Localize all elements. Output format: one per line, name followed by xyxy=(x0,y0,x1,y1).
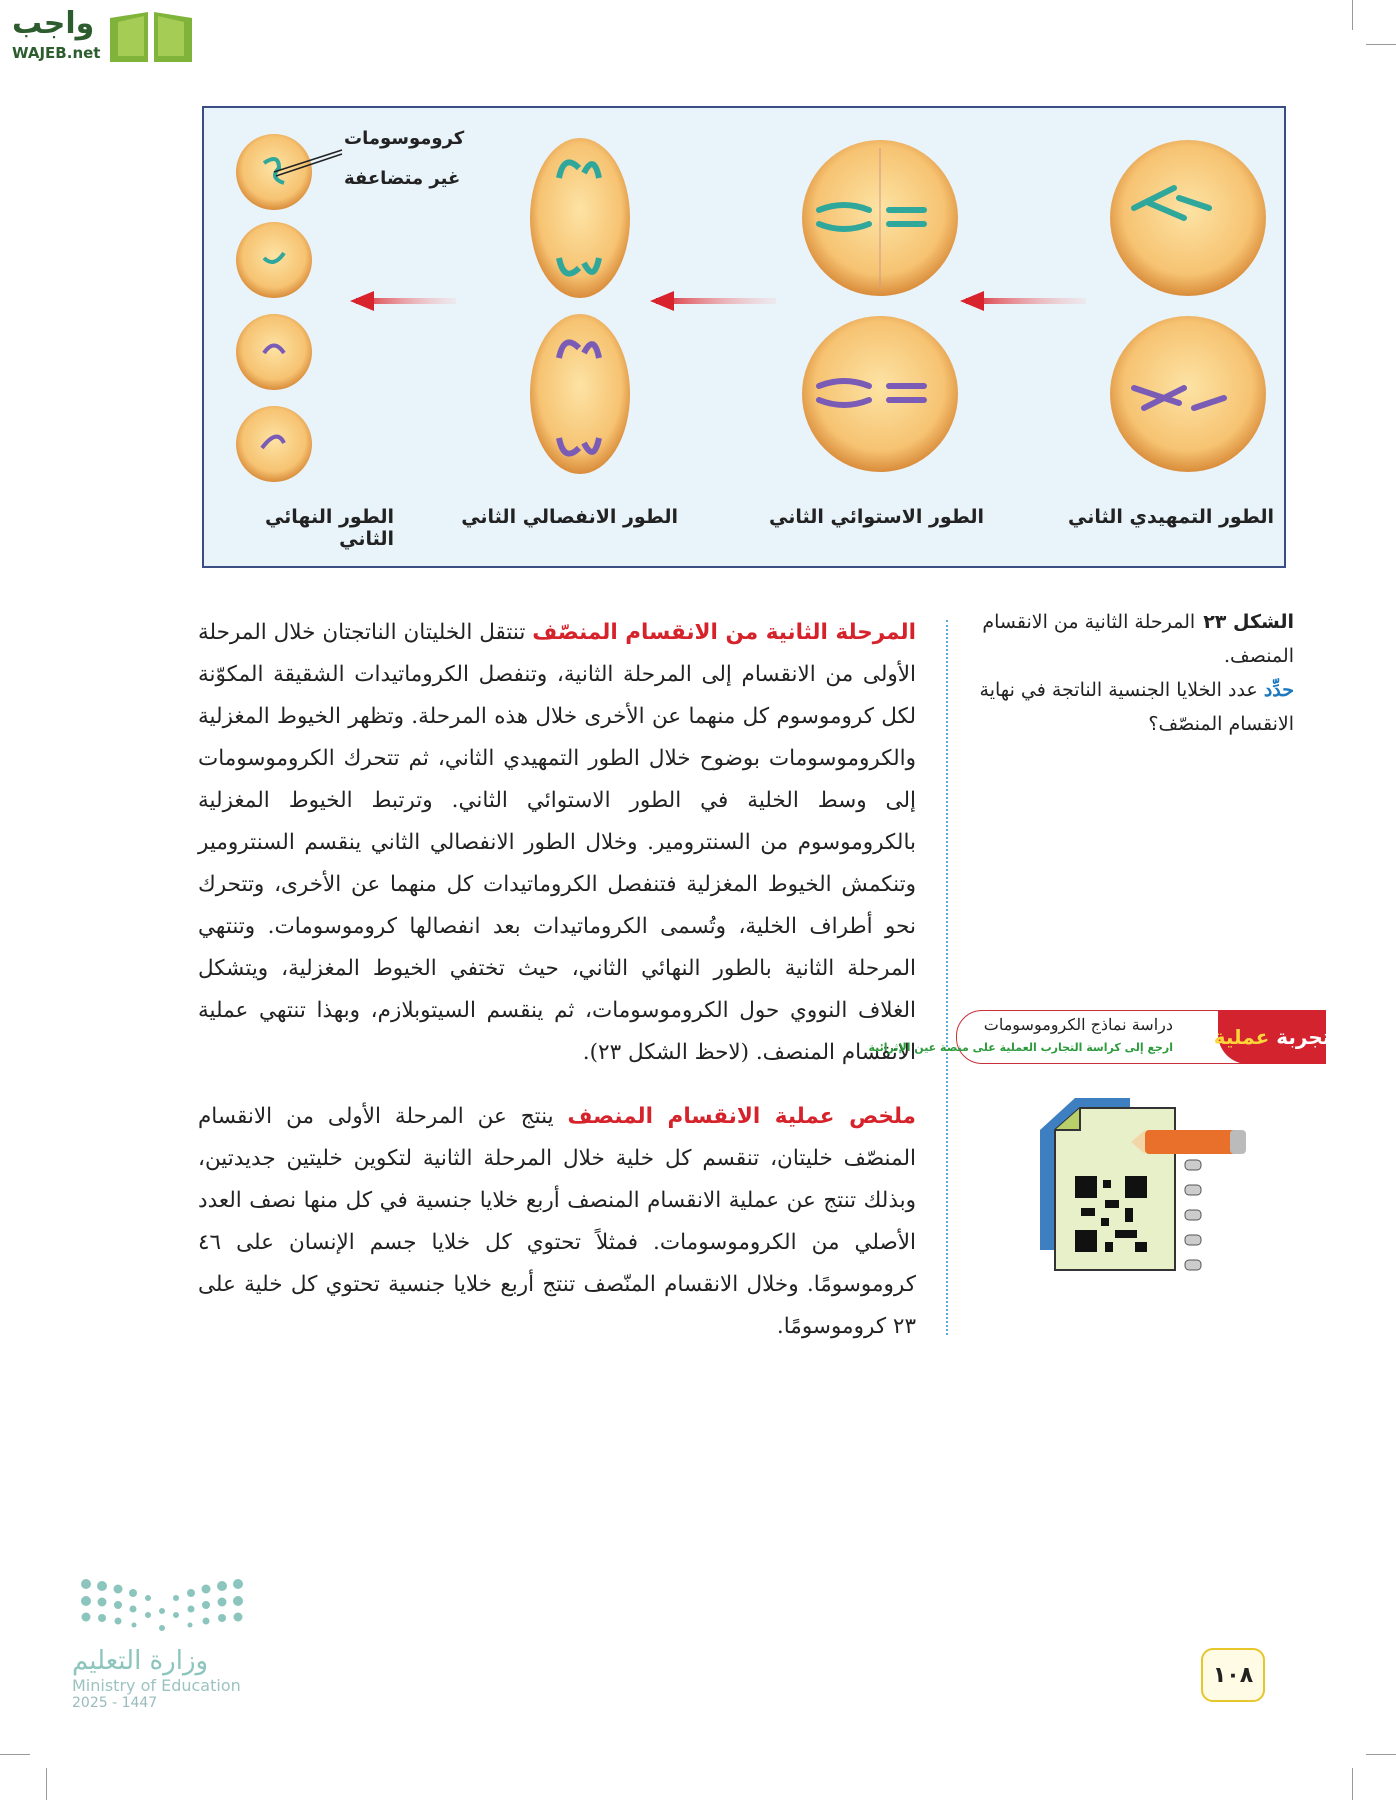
paragraph-text: ينتج عن المرحلة الأولى من الانقسام المنصّف خليتان، تنقسم كل خلية خلال المرحلة الثانية لتكوين خليتين جديدتين، وبذلك تنتج عن عملية الانقسام المنصف أربع خلايا جنسية في كل منها نصف العدد الأصلي من الكروموسومات. فمثلاً تحتوي كل خلايا جسم الإنسان على ٤٦ كروموسومًا. وخلال الانقسام المنّصف تنتج أربع خلايا جنسية تحتوي كل خلية على ٢٣ كروموسومًا. xyxy=(198,1104,916,1339)
telophase-cells xyxy=(236,134,342,482)
stage-label-anaphase: الطور الانفصالي الثاني xyxy=(461,506,678,528)
metaphase-cells xyxy=(802,140,958,472)
callout-unreplicated: غير متضاعفة xyxy=(344,168,461,189)
crop-mark xyxy=(1352,1768,1353,1800)
column-divider xyxy=(946,620,948,1335)
crop-mark xyxy=(1366,1754,1396,1755)
paragraph-summary xyxy=(198,1096,916,1348)
qr-code-notebook[interactable] xyxy=(1035,1090,1255,1280)
figure-caption xyxy=(976,605,1294,741)
logo-text: واجب xyxy=(12,6,95,41)
ministry-arabic: وزارة التعليم xyxy=(72,1646,209,1676)
main-text xyxy=(198,612,916,1370)
lab-tag-white: تجربة xyxy=(1276,1025,1331,1049)
ministry-logo xyxy=(72,1578,252,1711)
wajeb-logo xyxy=(8,4,193,66)
stage-label-metaphase: الطور الاستوائي الثاني xyxy=(768,506,984,528)
caption-label: الشكل ٢٣ xyxy=(1203,611,1294,633)
caption-title: المرحلة الثانية من الانقسام المنصف. xyxy=(982,611,1294,667)
ministry-english: Ministry of Education xyxy=(72,1676,241,1695)
crop-mark xyxy=(46,1768,47,1800)
lab-tag-yellow: عملية xyxy=(1213,1025,1270,1049)
crop-mark xyxy=(1352,0,1353,30)
page-number: ١٠٨ xyxy=(1201,1648,1265,1702)
ministry-dots-icon xyxy=(78,1578,248,1633)
stage-label-prophase: الطور التمهيدي الثاني xyxy=(1068,506,1274,528)
section-heading: المرحلة الثانية من الانقسام المنصّف xyxy=(532,620,916,645)
anaphase-cells xyxy=(530,138,630,474)
section-heading: ملخص عملية الانقسام المنصف xyxy=(567,1104,916,1129)
meiosis-ii-figure xyxy=(202,106,1286,568)
ministry-year: 2025 - 1447 xyxy=(72,1695,158,1711)
meiosis-diagram xyxy=(204,108,1284,498)
lab-banner[interactable] xyxy=(868,1010,1331,1064)
lab-box xyxy=(868,1010,1258,1064)
qr-code-icon xyxy=(1035,1090,1255,1280)
stage-label-telophase: الطور النهائي الثاني xyxy=(264,506,394,550)
paragraph-meiosis-ii xyxy=(198,612,916,1074)
prophase-cells xyxy=(1110,140,1266,472)
crop-mark xyxy=(1366,44,1396,45)
caption-verb: حدِّد xyxy=(1263,679,1294,701)
paragraph-text: تنتقل الخليتان الناتجتان خلال المرحلة الأولى من الانقسام إلى المرحلة الثانية، وتنفصل الكروماتيدات الشقيقة المكوّنة لكل كروموسوم كل منهما عن الأخرى خلال هذه المرحلة. وتظهر الخيوط المغزلية والكروموسومات بوضوح خلال الطور التمهيدي الثاني، ثم تتحرك الكروموسومات إلى وسط الخلية في الطور الاستوائي الثاني. وترتبط الخيوط المغزلية بالكروموسوم من السنترومير. وخلال الطور الانفصالي الثاني ينقسم السنترومير وتنكمش الخيوط المغزلية فتنفصل الكروماتيدات كل منهما عن الأخرى، وتتحرك نحو أطراف الخلية، وتُسمى الكروماتيدات بعد انفصالها كروموسومات. وتنتهي المرحلة الثانية بالطور النهائي الثاني، حيث تختفي الخيوط المغزلية، ويتشكل الغلاف النووي حول الكروموسومات، ثم ينقسم السيتوبلازم، وبهذا تنتهي عملية الانقسام المنصف. (لاحظ الشكل ٢٣). xyxy=(198,620,916,1065)
caption-question: عدد الخلايا الجنسية الناتجة في نهاية الانقسام المنصّف؟ xyxy=(979,679,1294,735)
lab-tag xyxy=(1213,1010,1331,1064)
lab-title: دراسة نماذج الكروموسومات xyxy=(983,1015,1173,1034)
book-icon xyxy=(106,4,196,64)
logo-latin: WAJEB.net xyxy=(12,44,101,62)
crop-mark xyxy=(0,1754,30,1755)
callout-chromosomes: كروموسومات xyxy=(344,128,465,149)
lab-subtitle: ارجع إلى كراسة التجارب العملية على منصة عين الإثرائية xyxy=(868,1041,1173,1054)
